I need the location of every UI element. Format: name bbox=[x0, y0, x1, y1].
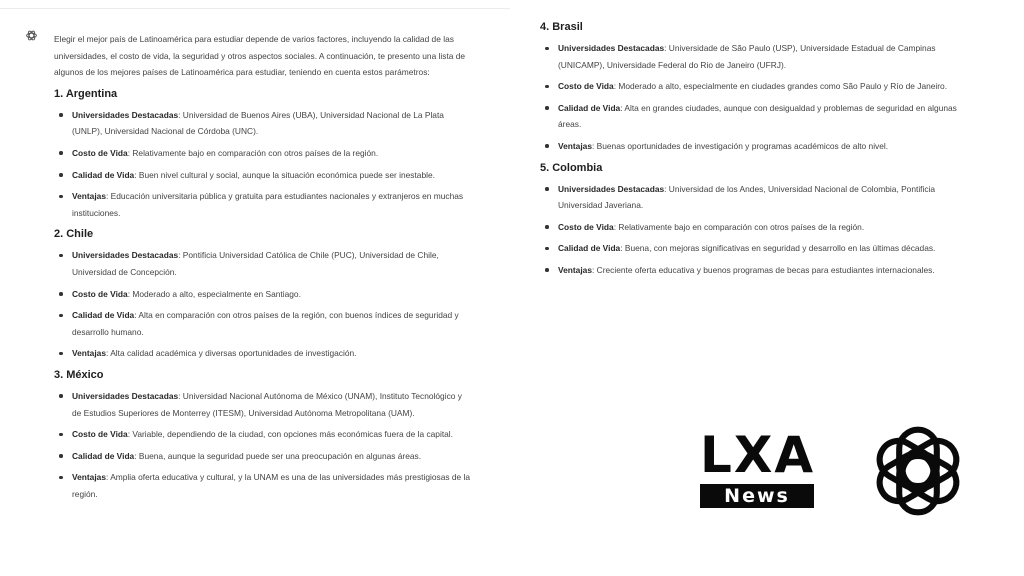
item-label: Ventajas bbox=[72, 191, 106, 202]
item-text: : Alta calidad académica y diversas oportunidades de investigación. bbox=[106, 348, 357, 359]
section-heading: 1. Argentina bbox=[54, 87, 118, 100]
openai-knot-icon bbox=[871, 424, 965, 518]
list-item bbox=[54, 286, 472, 303]
section-argentina bbox=[54, 87, 472, 222]
item-text: : Amplia oferta educativa y cultural, y la UNAM es una de las universidades más prestigiosas de la región. bbox=[72, 472, 471, 499]
item-label: Ventajas bbox=[558, 264, 592, 275]
item-text: : Pontificia Universidad Católica de Chile (PUC), Universidad de Chile, Universidad de Concepción. bbox=[72, 250, 439, 277]
item-text: : Creciente oferta educativa y buenos programas de becas para estudiantes internacionales. bbox=[592, 264, 935, 275]
list-item bbox=[54, 388, 472, 421]
item-label: Universidades Destacadas bbox=[72, 250, 179, 261]
section-heading: 4. Brasil bbox=[540, 21, 583, 33]
item-label: Universidades Destacadas bbox=[72, 109, 179, 120]
list-item bbox=[540, 181, 970, 214]
item-text: : Buena, con mejoras significativas en seguridad y desarrollo en las últimas décadas. bbox=[620, 243, 936, 254]
list-item bbox=[540, 219, 970, 236]
item-label: Ventajas bbox=[558, 140, 592, 151]
item-label: Costo de Vida bbox=[558, 221, 614, 232]
item-text: : Universidad Nacional Autónoma de México (UNAM), Instituto Tecnológico y de Estudios Superiores de Monterrey (ITESM), Universidad Autónoma Metropolitana (UAM). bbox=[72, 390, 462, 418]
section-heading: 3. México bbox=[54, 368, 104, 381]
item-text: : Buenas oportunidades de investigación y programas académicos de alto nivel. bbox=[592, 140, 889, 151]
lxa-news-logo bbox=[700, 426, 814, 508]
item-text: : Educación universitaria pública y gratuita para estudiantes nacionales y extranjeros en muchas instituciones. bbox=[72, 191, 464, 218]
list-item bbox=[540, 138, 970, 155]
item-text: : Relativamente bajo en comparación con otros países de la región. bbox=[613, 221, 865, 232]
assistant-avatar-icon bbox=[25, 29, 38, 42]
item-label: Universidades Destacadas bbox=[558, 43, 665, 53]
section-colombia bbox=[540, 161, 970, 279]
list-item bbox=[54, 448, 472, 465]
section-heading: 2. Chile bbox=[54, 228, 94, 241]
criteria-list bbox=[54, 388, 472, 503]
response-column-left bbox=[54, 31, 472, 508]
section-heading: 5. Colombia bbox=[540, 161, 603, 174]
item-label: Costo de Vida bbox=[72, 288, 128, 299]
item-text: : Alta en comparación con otros países de la región, con buenos índices de seguridad y desarrollo humano. bbox=[72, 310, 459, 337]
list-item bbox=[540, 240, 970, 257]
item-text: : Variable, dependiendo de la ciudad, con opciones más económicas fuera de la capital. bbox=[127, 429, 453, 440]
item-label: Calidad de Vida bbox=[558, 102, 621, 113]
item-text: : Universidad de los Andes, Universidad Nacional de Colombia, Pontificia Universidad Javeriana. bbox=[558, 183, 936, 211]
item-label: Calidad de Vida bbox=[72, 450, 135, 461]
list-item bbox=[54, 145, 472, 162]
item-label: Ventajas bbox=[72, 348, 106, 359]
list-item bbox=[54, 307, 472, 340]
list-item bbox=[54, 107, 472, 140]
criteria-list bbox=[54, 247, 472, 362]
list-item bbox=[54, 345, 472, 362]
intro-paragraph: Elegir el mejor país de Latinoamérica para estudiar depende de varios factores, incluyendo la calidad de las universidades, el costo de vida, la seguridad y otros aspectos sociales. A continuación, te presento una lista de algunos de los mejores países de Latinoamérica para estudiar, teniendo en cuenta estos parámetros: bbox=[54, 34, 466, 78]
item-text: : Buena, aunque la seguridad puede ser una preocupación en algunas áreas. bbox=[134, 450, 422, 461]
criteria-list bbox=[540, 40, 970, 155]
item-label: Ventajas bbox=[72, 472, 106, 483]
top-divider bbox=[0, 8, 510, 9]
list-item bbox=[54, 188, 472, 221]
list-item bbox=[540, 40, 970, 73]
item-text: : Universidad de Buenos Aires (UBA), Universidad Nacional de La Plata (UNLP), Universidad Nacional de Córdoba (UNC). bbox=[72, 109, 444, 137]
item-text: : Alta en grandes ciudades, aunque con desigualdad y problemas de seguridad en algunas áreas. bbox=[558, 102, 957, 130]
response-column-right bbox=[540, 20, 970, 285]
section-mexico bbox=[54, 368, 472, 503]
list-item bbox=[54, 469, 472, 502]
item-label: Calidad de Vida bbox=[72, 310, 135, 321]
lxa-logo-wordmark: LXA bbox=[700, 426, 816, 484]
item-label: Calidad de Vida bbox=[558, 243, 621, 254]
list-item bbox=[54, 426, 472, 443]
lxa-logo-news-bar: News bbox=[700, 484, 814, 508]
list-item bbox=[540, 78, 970, 95]
list-item bbox=[54, 167, 472, 184]
item-text: : Universidade de São Paulo (USP), Universidade Estadual de Campinas (UNICAMP), Universidade Federal do Rio de Janeiro (UFRJ). bbox=[558, 43, 936, 70]
item-text: : Moderado a alto, especialmente en ciudades grandes como São Paulo y Río de Janeiro. bbox=[613, 81, 948, 92]
criteria-list bbox=[540, 181, 970, 279]
item-text: : Buen nivel cultural y social, aunque la situación económica puede ser inestable. bbox=[134, 169, 435, 180]
item-label: Universidades Destacadas bbox=[72, 390, 179, 401]
list-item bbox=[54, 247, 472, 280]
item-label: Costo de Vida bbox=[72, 429, 128, 440]
item-label: Costo de Vida bbox=[72, 147, 128, 158]
item-label: Universidades Destacadas bbox=[558, 183, 665, 194]
item-label: Calidad de Vida bbox=[72, 169, 135, 180]
item-text: : Relativamente bajo en comparación con otros países de la región. bbox=[127, 147, 379, 158]
item-text: : Moderado a alto, especialmente en Santiago. bbox=[127, 288, 301, 299]
list-item bbox=[540, 100, 970, 133]
item-label: Costo de Vida bbox=[558, 81, 614, 92]
section-chile bbox=[54, 227, 472, 362]
criteria-list bbox=[54, 107, 472, 222]
list-item bbox=[540, 262, 970, 279]
section-brasil bbox=[540, 20, 970, 155]
